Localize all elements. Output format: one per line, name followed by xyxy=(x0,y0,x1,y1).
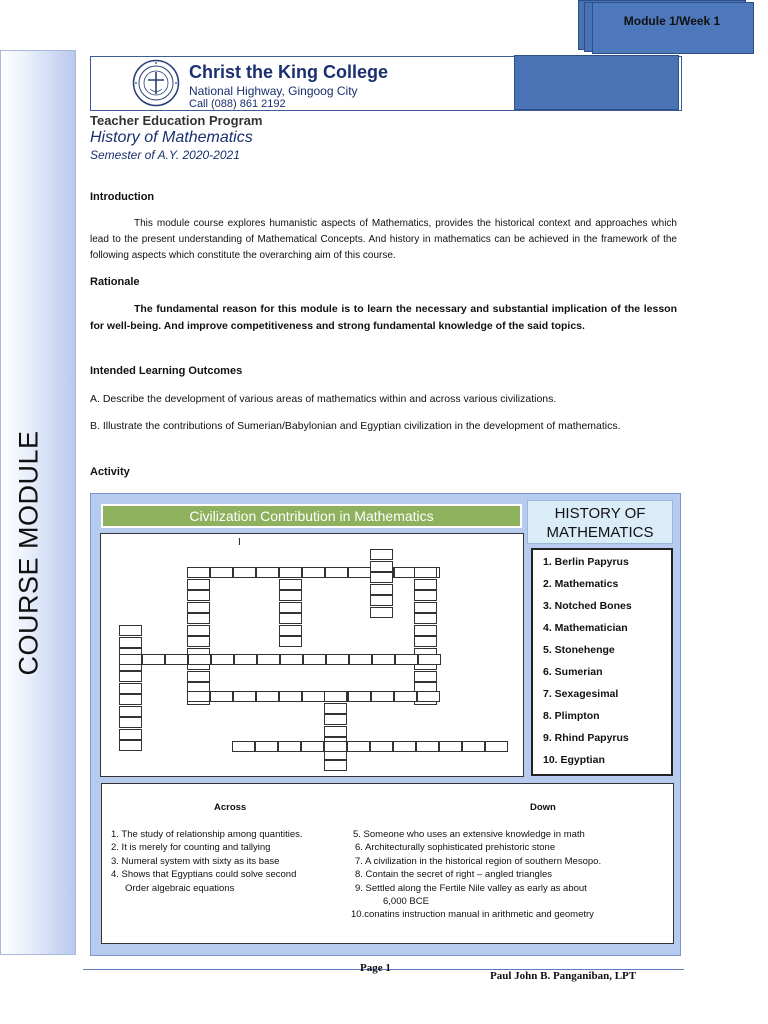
crossword-cell[interactable] xyxy=(324,714,347,725)
crossword-cell[interactable] xyxy=(348,691,371,702)
crossword-cell[interactable] xyxy=(279,590,302,601)
crossword-cell[interactable] xyxy=(234,654,257,665)
module-week-tab xyxy=(578,0,754,52)
down-clue: 6,000 BCE xyxy=(383,896,429,908)
crossword-cell[interactable] xyxy=(303,654,326,665)
crossword-cell[interactable] xyxy=(119,729,142,740)
crossword-cell[interactable] xyxy=(279,613,302,624)
crossword-cell[interactable] xyxy=(370,595,393,606)
crossword-cell[interactable] xyxy=(414,579,437,590)
introduction-text: This module course explores humanistic aspects of Mathematics, provides the historical context and approaches which lead to the present understanding of Mathematical Concepts. And history in mathematics can be achieved in the framework of the following aspects which constitute the overarching aim of this course. xyxy=(90,218,677,261)
crossword-cell[interactable] xyxy=(279,602,302,613)
across-clue: 2. It is merely for counting and tallying xyxy=(111,842,271,854)
across-clue: 1. The study of relationship among quantities. xyxy=(111,829,303,840)
crossword-cell[interactable] xyxy=(210,691,233,702)
crossword-cell[interactable] xyxy=(485,741,508,752)
across-clue: 3. Numeral system with sixty as its base xyxy=(111,855,280,867)
outcome-item: A. Describe the development of various areas of mathematics within and across various civilizations. xyxy=(90,393,557,405)
crossword-cell[interactable] xyxy=(372,654,395,665)
down-clue: 10.conatins instruction manual in arithmetic and geometry xyxy=(351,909,594,921)
crossword-cell[interactable] xyxy=(414,636,437,647)
crossword-cell[interactable] xyxy=(279,636,302,647)
crossword-cell[interactable] xyxy=(349,654,372,665)
down-clues xyxy=(351,828,601,922)
crossword-cell[interactable] xyxy=(233,567,256,578)
crossword-cell[interactable] xyxy=(279,691,302,702)
crossword-cell[interactable] xyxy=(417,691,440,702)
program-name: Teacher Education Program xyxy=(90,113,263,128)
crossword-cell[interactable] xyxy=(414,602,437,613)
rationale-text: The fundamental reason for this module is to learn the necessary and substantial implication of the lesson for well-being. And improve competitiveness and strong fundamental knowledge of the said topics. xyxy=(90,303,677,332)
crossword-grid xyxy=(100,533,524,777)
crossword-cell[interactable] xyxy=(187,590,210,601)
crossword-cell[interactable] xyxy=(256,567,279,578)
history-title-box: HISTORY OF MATHEMATICS xyxy=(527,500,673,544)
crossword-cell[interactable] xyxy=(393,741,416,752)
crossword-cell[interactable] xyxy=(414,625,437,636)
sidebar-label: COURSE MODULE xyxy=(13,430,44,676)
crossword-cell[interactable] xyxy=(414,567,437,578)
answer-item: 1. Berlin Papyrus xyxy=(543,556,629,568)
crossword-cell[interactable] xyxy=(119,637,142,648)
crossword-cell[interactable] xyxy=(414,613,437,624)
crossword-cell[interactable] xyxy=(142,654,165,665)
crossword-cell[interactable] xyxy=(279,625,302,636)
crossword-cell[interactable] xyxy=(255,741,278,752)
college-address: National Highway, Gingoog City xyxy=(189,84,358,98)
crossword-cell[interactable] xyxy=(165,654,188,665)
crossword-cell[interactable] xyxy=(324,760,347,771)
crossword-cell[interactable] xyxy=(302,567,325,578)
crossword-cell[interactable] xyxy=(326,654,349,665)
crossword-cell[interactable] xyxy=(278,741,301,752)
crossword-cell[interactable] xyxy=(187,691,210,702)
down-clue: 7. A civilization in the historical region of southern Mesopo. xyxy=(355,855,602,867)
crossword-cell[interactable] xyxy=(370,741,393,752)
crossword-cell[interactable] xyxy=(119,706,142,717)
rationale-heading: Rationale xyxy=(90,276,140,288)
crossword-cell[interactable] xyxy=(370,561,393,572)
crossword-cell[interactable] xyxy=(187,625,210,636)
crossword-cell[interactable] xyxy=(348,567,371,578)
crossword-cell[interactable] xyxy=(325,567,348,578)
grid-marker: I xyxy=(238,537,241,548)
crossword-cell[interactable] xyxy=(416,741,439,752)
course-title: History of Mathematics xyxy=(90,129,253,146)
crossword-cell[interactable] xyxy=(119,671,142,682)
crossword-cell[interactable] xyxy=(279,579,302,590)
crossword-cell[interactable] xyxy=(324,726,347,737)
crossword-cell[interactable] xyxy=(232,741,255,752)
crossword-cell[interactable] xyxy=(187,567,210,578)
crossword-cell[interactable] xyxy=(211,654,234,665)
activity-banner: Civilization Contribution in Mathematics xyxy=(101,504,522,528)
tab-layer-front xyxy=(592,2,754,54)
crossword-cell[interactable] xyxy=(371,691,394,702)
answer-item: 2. Mathematics xyxy=(543,578,619,590)
crossword-cell[interactable] xyxy=(302,691,325,702)
page-number: Page 1 xyxy=(360,962,391,974)
crossword-cell[interactable] xyxy=(370,572,393,583)
activity-heading: Activity xyxy=(90,466,130,478)
crossword-cell[interactable] xyxy=(370,584,393,595)
down-heading: Down xyxy=(530,802,556,813)
crossword-cell[interactable] xyxy=(119,683,142,694)
module-week-label: Module 1/Week 1 xyxy=(623,14,721,28)
crossword-cell[interactable] xyxy=(187,671,210,682)
crossword-cell[interactable] xyxy=(256,691,279,702)
crossword-cell[interactable] xyxy=(462,741,485,752)
crossword-cell[interactable] xyxy=(119,654,142,665)
crossword-cell[interactable] xyxy=(119,740,142,751)
clues-box xyxy=(101,783,674,944)
crossword-cell[interactable] xyxy=(187,613,210,624)
outcome-item: B. Illustrate the contributions of Sumerian/Babylonian and Egyptian civilization in the development of mathematics. xyxy=(90,420,621,432)
crossword-cell[interactable] xyxy=(324,691,347,702)
crossword-cell[interactable] xyxy=(119,625,142,636)
crossword-cell[interactable] xyxy=(418,654,441,665)
course-module-sidebar xyxy=(0,50,76,955)
crossword-cell[interactable] xyxy=(324,703,347,714)
crossword-cell[interactable] xyxy=(414,590,437,601)
answer-item: 7. Sexagesimal xyxy=(543,688,619,700)
crossword-cell[interactable] xyxy=(188,654,211,665)
across-clue: Order algebraic equations xyxy=(125,882,235,894)
answer-item: 9. Rhind Papyrus xyxy=(543,732,629,744)
down-clue: 8. Contain the secret of right – angled triangles xyxy=(355,869,552,881)
crossword-cell[interactable] xyxy=(187,579,210,590)
header-accent-block xyxy=(514,55,679,110)
down-clue: 6. Architecturally sophisticated prehistoric stone xyxy=(355,842,556,854)
introduction-heading: Introduction xyxy=(90,191,155,203)
crossword-cell[interactable] xyxy=(119,717,142,728)
crossword-cell[interactable] xyxy=(233,691,256,702)
crossword-cell[interactable] xyxy=(187,636,210,647)
across-clues xyxy=(111,828,303,895)
crossword-cell[interactable] xyxy=(394,691,417,702)
answer-item: 10. Egyptian xyxy=(543,754,605,766)
college-seal-icon xyxy=(132,59,180,107)
crossword-cell[interactable] xyxy=(301,741,324,752)
author-name: Paul John B. Panganiban, LPT xyxy=(490,970,637,982)
answer-item: 5. Stonehenge xyxy=(543,644,615,656)
crossword-cell[interactable] xyxy=(324,741,347,752)
crossword-cell[interactable] xyxy=(210,567,233,578)
college-name: Christ the King College xyxy=(189,62,389,82)
college-phone: Call (088) 861 2192 xyxy=(189,98,286,110)
crossword-cell[interactable] xyxy=(279,567,302,578)
across-heading: Across xyxy=(214,802,247,813)
answer-item: 3. Notched Bones xyxy=(543,600,632,612)
answer-item: 4. Mathematician xyxy=(543,622,628,634)
answer-item: 8. Plimpton xyxy=(543,710,600,722)
crossword-cell[interactable] xyxy=(280,654,303,665)
down-clue: 5. Someone who uses an extensive knowledge in math xyxy=(353,829,585,840)
semester-label: Semester of A.Y. 2020-2021 xyxy=(90,148,240,162)
crossword-cell[interactable] xyxy=(370,549,393,560)
answer-item: 6. Sumerian xyxy=(543,666,603,678)
crossword-cell[interactable] xyxy=(395,654,418,665)
crossword-cell[interactable] xyxy=(119,694,142,705)
answer-list xyxy=(531,548,673,776)
crossword-cell[interactable] xyxy=(347,741,370,752)
crossword-cell[interactable] xyxy=(187,602,210,613)
down-clue: 9. Settled along the Fertile Nile valley as early as about xyxy=(355,882,587,894)
crossword-cell[interactable] xyxy=(370,607,393,618)
across-clue: 4. Shows that Egyptians could solve second xyxy=(111,869,297,881)
outcomes-heading: Intended Learning Outcomes xyxy=(90,365,243,377)
crossword-cell[interactable] xyxy=(439,741,462,752)
crossword-cell[interactable] xyxy=(414,671,437,682)
crossword-cell[interactable] xyxy=(257,654,280,665)
